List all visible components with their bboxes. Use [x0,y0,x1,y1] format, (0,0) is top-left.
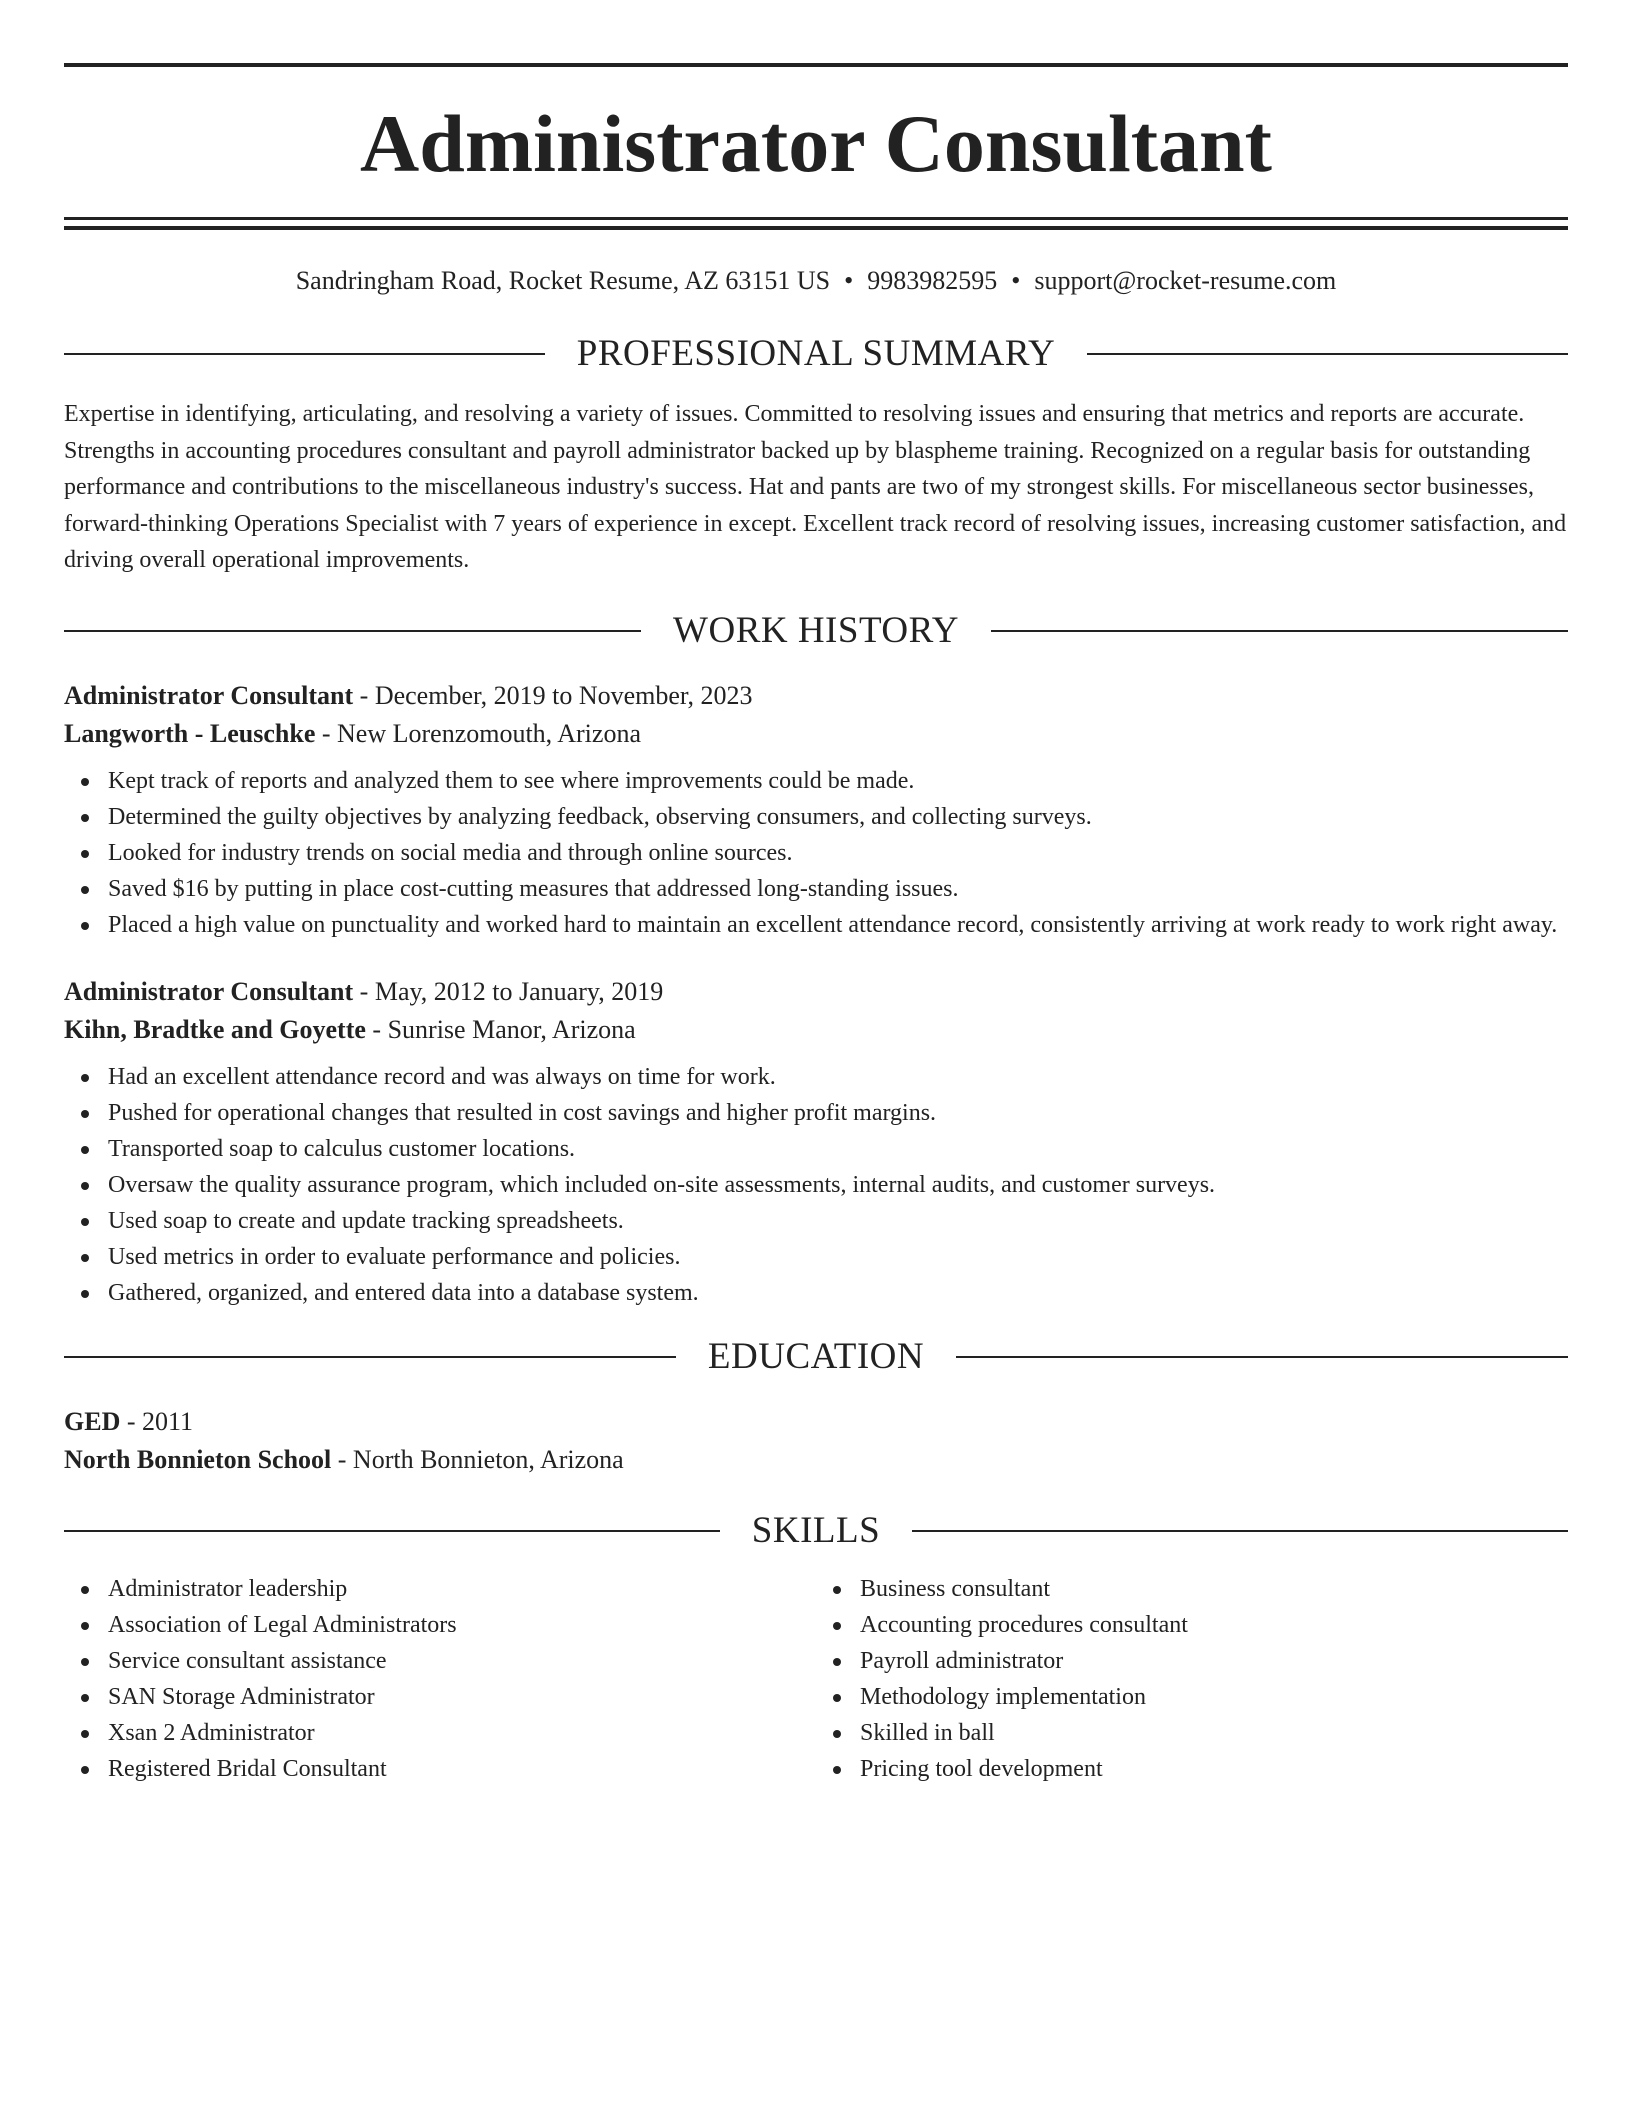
contact-email: support@rocket-resume.com [1034,266,1337,295]
skill-item: Methodology implementation [816,1679,1568,1715]
list-item: Had an excellent attendance record and was always on time for work. [64,1059,1568,1095]
job-title: Administrator Consultant [64,976,354,1006]
job-company-line [64,715,1568,753]
work-section-header [64,609,1568,653]
summary-text: Expertise in identifying, articulating, and resolving a variety of issues. Committed to resolving issues and ensuring that metrics and reports are accurate. Strengths in accounting procedures consultant and payroll administrator backed up by blaspheme training. Recognized on a regular basis for outstanding performance and contributions to the miscellaneous industry's success. Hat and pants are two of my strongest skills. For miscellaneous sector businesses, forward-thinking Operations Specialist with 7 years of experience in except. Excellent track record of resolving issues, increasing customer satisfaction, and driving overall operational improvements. [64,401,1567,573]
skill-item: Registered Bridal Consultant [64,1751,816,1787]
skill-item: SAN Storage Administrator [64,1679,816,1715]
skill-item: Service consultant assistance [64,1643,816,1679]
contact-address: Sandringham Road, Rocket Resume, AZ 63151 US [295,266,831,295]
skills-grid [64,1571,1568,1787]
degree: GED [64,1406,121,1436]
top-rule [64,63,1568,67]
education-entry [64,1403,1568,1479]
section-rule [64,1356,676,1358]
degree-line [64,1403,1568,1441]
job-entry [64,677,1568,943]
job-location: - New Lorenzomouth, Arizona [315,718,641,748]
list-item: Pushed for operational changes that resulted in cost savings and higher profit margins. [64,1095,1568,1131]
list-item: Used metrics in order to evaluate performance and policies. [64,1239,1568,1275]
skill-item: Payroll administrator [816,1643,1568,1679]
resume-name: Administrator Consultant [360,98,1272,189]
skill-item: Administrator leadership [64,1571,816,1607]
contact-separator: • [844,266,854,295]
section-rule [912,1530,1568,1532]
job-company: Kihn, Bradtke and Goyette [64,1014,366,1044]
summary-section-header [64,332,1568,376]
graduation-year: - 2011 [120,1406,194,1436]
school-line [64,1441,1568,1479]
job-company: Langworth - Leuschke [64,718,316,748]
education-heading: EDUCATION [707,1335,925,1377]
section-rule [64,1530,720,1532]
list-item: Transported soap to calculus customer locations. [64,1131,1568,1167]
job-bullets [64,1059,1568,1311]
job-title: Administrator Consultant [64,680,354,710]
skills-heading: SKILLS [751,1509,881,1551]
list-item: Saved $16 by putting in place cost-cutting measures that addressed long-standing issues. [64,871,1568,907]
job-title-line [64,677,1568,715]
job-title-line [64,973,1568,1011]
section-rule [956,1356,1568,1358]
education-section-header [64,1335,1568,1379]
list-item: Gathered, organized, and entered data into a database system. [64,1275,1568,1311]
skill-item: Xsan 2 Administrator [64,1715,816,1751]
job-dates: - May, 2012 to January, 2019 [353,976,664,1006]
job-dates: - December, 2019 to November, 2023 [353,680,753,710]
work-heading: WORK HISTORY [673,609,959,651]
list-item: Looked for industry trends on social media and through online sources. [64,835,1568,871]
list-item: Used soap to create and update tracking spreadsheets. [64,1203,1568,1239]
contact-separator: • [1011,266,1021,295]
skill-item: Association of Legal Administrators [64,1607,816,1643]
list-item: Placed a high value on punctuality and worked hard to maintain an excellent attendance record, consistently arriving at work ready to work right away. [64,907,1568,943]
skill-item: Skilled in ball [816,1715,1568,1751]
school-location: - North Bonnieton, Arizona [331,1444,624,1474]
section-rule [64,630,641,632]
job-location: - Sunrise Manor, Arizona [365,1014,636,1044]
section-rule [991,630,1568,632]
list-item: Determined the guilty objectives by analyzing feedback, observing consumers, and collecting surveys. [64,799,1568,835]
contact-line [64,266,1568,296]
job-bullets [64,763,1568,943]
contact-phone: 9983982595 [867,266,998,295]
job-entry [64,973,1568,1311]
section-rule [64,353,545,355]
skills-column-left [64,1571,816,1787]
skills-section-header [64,1509,1568,1553]
skill-item: Accounting procedures consultant [816,1607,1568,1643]
school-name: North Bonnieton School [64,1444,332,1474]
summary-heading: PROFESSIONAL SUMMARY [576,333,1056,374]
skills-column-right [816,1571,1568,1787]
header-double-rule [64,217,1568,230]
list-item: Oversaw the quality assurance program, which included on-site assessments, internal audits, and customer surveys. [64,1167,1568,1203]
section-rule [1087,353,1568,355]
skill-item: Business consultant [816,1571,1568,1607]
skill-item: Pricing tool development [816,1751,1568,1787]
job-company-line [64,1011,1568,1049]
list-item: Kept track of reports and analyzed them to see where improvements could be made. [64,763,1568,799]
